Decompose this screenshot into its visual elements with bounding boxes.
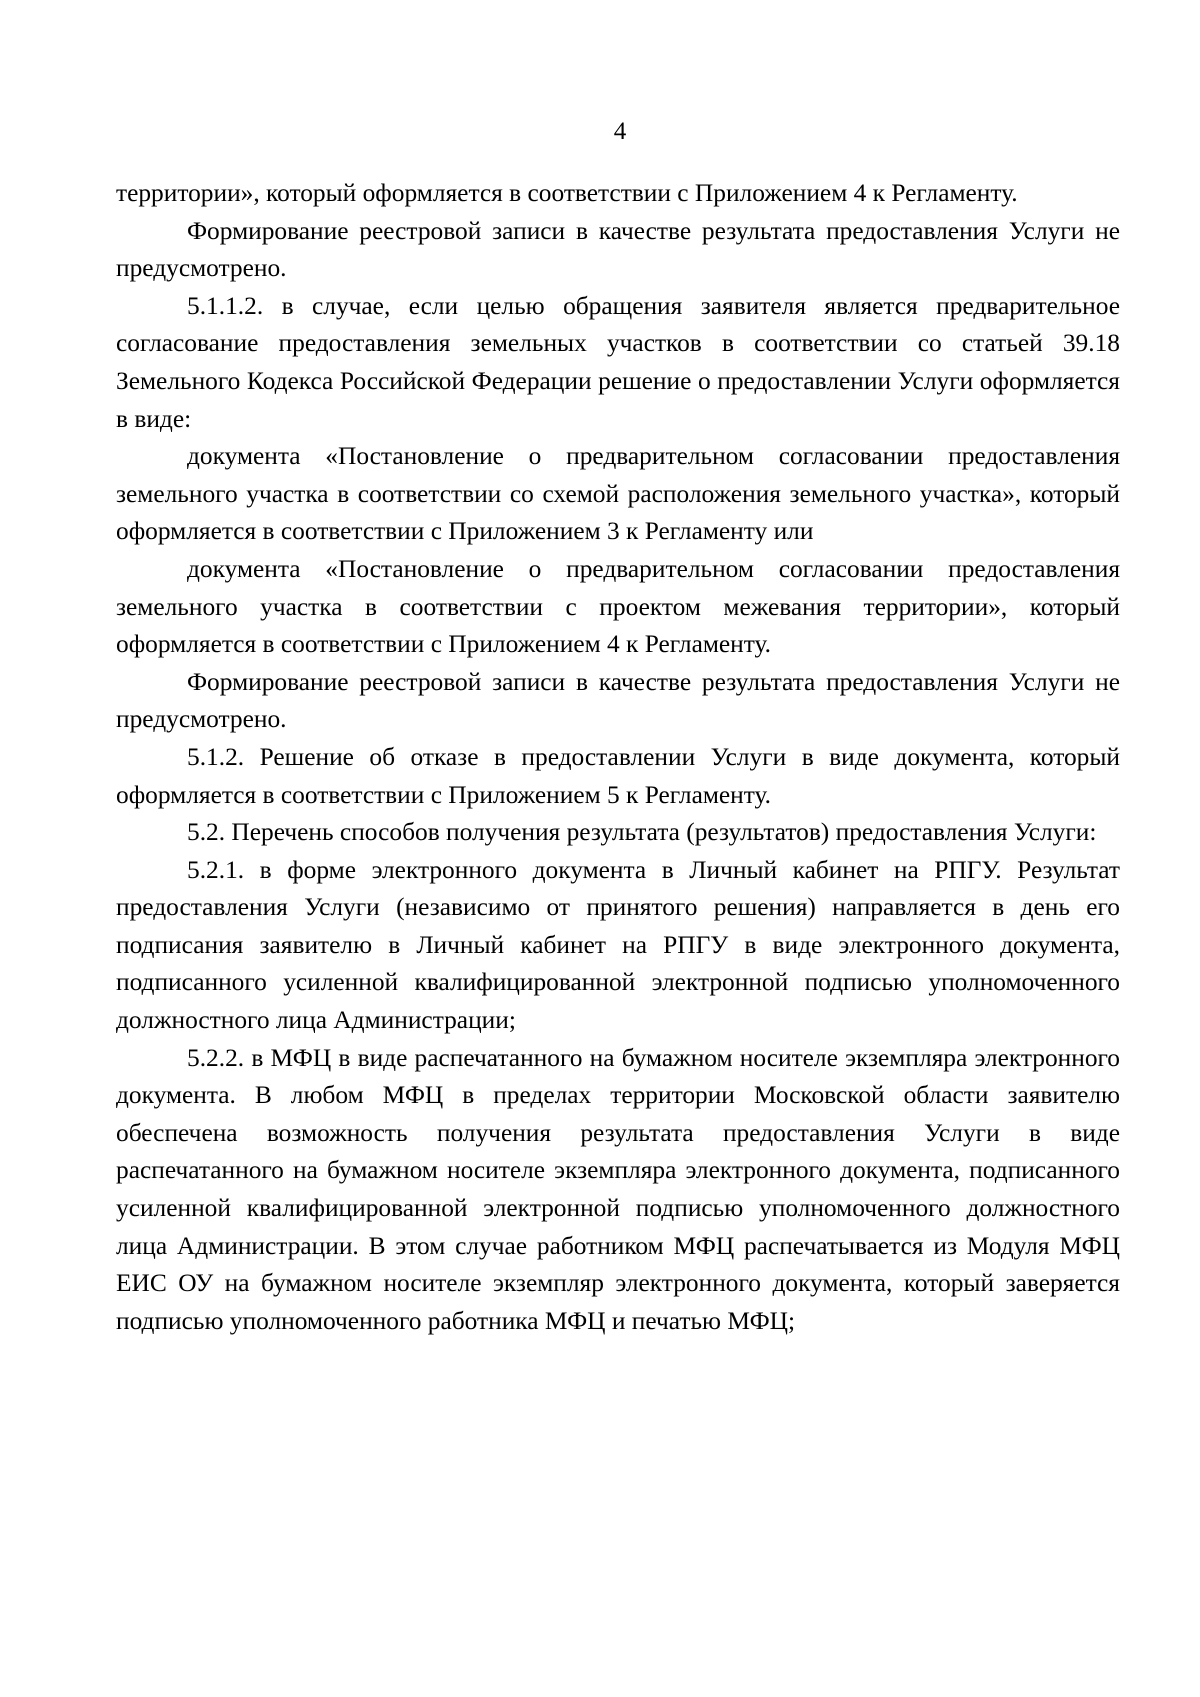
paragraph-5-2-1: 5.2.1. в форме электронного документа в Личный кабинет на РПГУ. Результат предоставления Услуги (независимо от принятого решения) направляется в день его подписания заявителю в Личный кабинет на РПГУ в виде электронного документа, подписанного усиленной квалифицированной электронной подписью уполномоченного должностного лица Администрации; (116, 855, 1120, 1035)
document-body (116, 175, 1120, 1340)
paragraph-5-1-1-2: 5.1.1.2. в случае, если целью обращения заявителя является предварительное согласование предоставления земельных участков в соответствии со статьей 39.18 Земельного Кодекса Российской Федерации решение о предоставлении Услуги оформляется в виде: (116, 291, 1120, 433)
paragraph-registry-not-provided: Формирование реестровой записи в качестве результата предоставления Услуги не предусмотрено. (116, 216, 1120, 283)
paragraph-continuation-appendix-4: территории», который оформляется в соответствии с Приложением 4 к Регламенту. (116, 179, 1018, 207)
paragraph-resolution-project: документа «Постановление о предварительном согласовании предоставления земельного участка в соответствии с проектом межевания территории», который оформляется в соответствии с Приложением 4 к Регламенту. (116, 554, 1120, 659)
paragraph-5-1-2: 5.1.2. Решение об отказе в предоставлении Услуги в виде документа, который оформляется в соответствии с Приложением 5 к Регламенту. (116, 742, 1120, 809)
paragraph-registry-not-provided-2: Формирование реестровой записи в качестве результата предоставления Услуги не предусмотрено. (116, 667, 1120, 734)
paragraph-5-2-2: 5.2.2. в МФЦ в виде распечатанного на бумажном носителе экземпляра электронного документа. В любом МФЦ в пределах территории Московской области заявителю обеспечена возможность получения результата предоставления Услуги в виде распечатанного на бумажном носителе экземпляра электронного документа, подписанного усиленной квалифицированной электронной подписью уполномоченного должностного лица Администрации. В этом случае работником МФЦ распечатывается из Модуля МФЦ ЕИС ОУ на бумажном носителе экземпляр электронного документа, который заверяется подписью уполномоченного работника МФЦ и печатью МФЦ; (116, 1043, 1120, 1335)
paragraph-5-2: 5.2. Перечень способов получения результата (результатов) предоставления Услуги: (187, 818, 1097, 847)
page-number: 4 (613, 118, 627, 145)
paragraph-resolution-scheme: документа «Постановление о предварительном согласовании предоставления земельного участка в соответствии со схемой расположения земельного участка», который оформляется в соответствии с Приложением 3 к Регламенту или (116, 442, 1120, 546)
